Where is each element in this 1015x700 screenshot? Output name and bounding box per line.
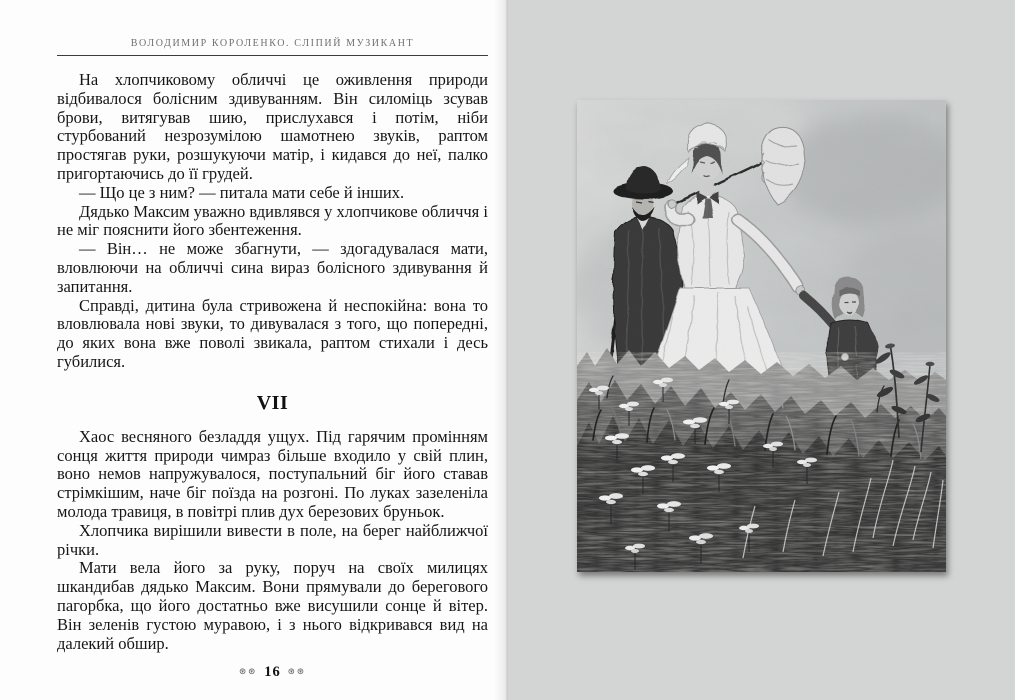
paragraph: — Він… не може збагнути, — здогадувалася мати, вловлюючи на обличчі сина вираз болісного здивування й запитання.: [57, 239, 488, 296]
text-column: [57, 38, 488, 681]
footer-ornament-left: ⊛⊛: [239, 667, 258, 678]
illustration-svg: [577, 100, 946, 572]
paragraph: Дядько Максим уважно вдивлявся у хлопчикове обличчя і не міг пояснити його збентеження.: [57, 201, 488, 240]
paragraph: Хаос весняного безладдя ущух. Під гарячим промінням сонця життя природи чимраз більше входило у свій плин, воно немов напружувалося, поступальний біг його ставав стрімкішим, наче біг поїзда на розгоні. По луках зазеленіла молода травиця, в повітрі плив дух березових бруньок.: [57, 426, 488, 521]
right-page: [508, 0, 1015, 700]
paper-grain: [577, 100, 946, 572]
illustration-plate: [577, 100, 946, 572]
paragraph: Мати вела його за руку, поруч на своїх милицях шкандибав дядько Максим. Вони прямували до берегового пагорбка, що його достатньо вже висушили сонце й вітер. Він зеленів густою муравою, і з нього відкривався вид на далекий обшир.: [57, 558, 488, 653]
page-number: 16: [264, 664, 281, 681]
running-head: ВОЛОДИМИР КОРОЛЕНКО. СЛІПИЙ МУЗИКАНТ: [130, 38, 415, 49]
header-rule: [57, 55, 488, 56]
page-footer: [57, 663, 488, 681]
paragraph: Хлопчика вирішили вивести в поле, на берег найближчої річки.: [57, 520, 488, 559]
paragraph: Справді, дитина була стривожена й неспокійна: вона то вловлювала нові звуки, то дивувалася з того, що попередні, до яких вона вже поволі звикала, раптом стихали і десь губилися.: [57, 295, 488, 371]
paragraph: На хлопчиковому обличчі це оживлення природи відбивалося болісним здивуванням. Він силоміць зсував брови, витягував шию, прислухався і потім, ніби стурбований незрозумілою шамотнею звуків, раптом простягав руки, розшукуючи матір, і кидався до неї, палко пригортаючись до її грудей.: [57, 70, 488, 183]
chapter-heading: VII: [256, 391, 289, 414]
footer-ornament-right: ⊛⊛: [287, 667, 306, 678]
paragraph: — Що це з ним? — питала мати себе й інших.: [79, 182, 405, 202]
